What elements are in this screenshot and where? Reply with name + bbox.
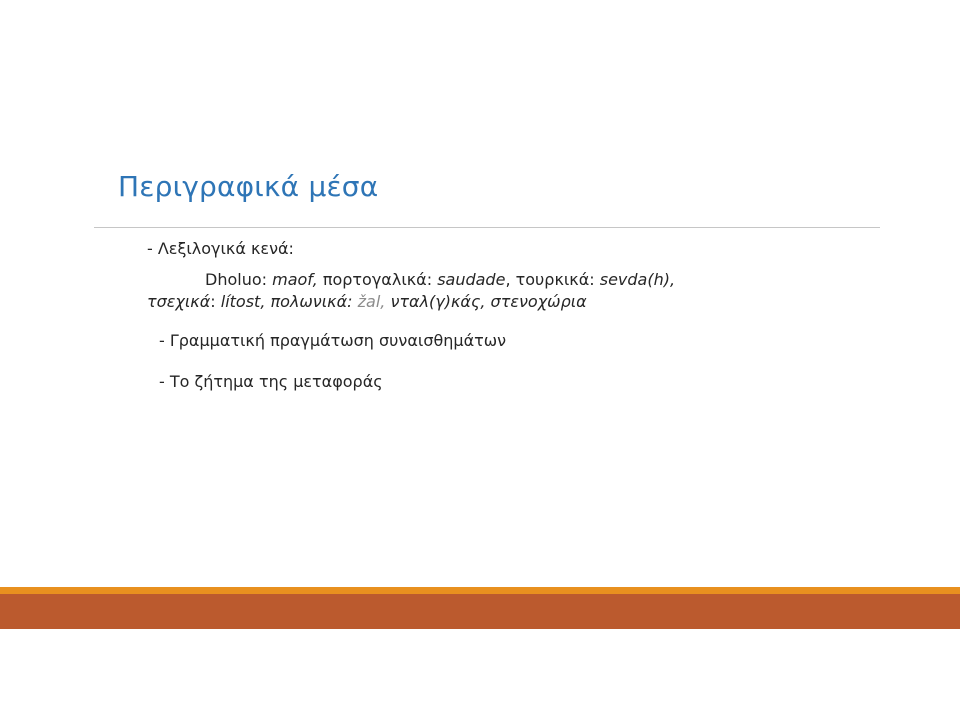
lexical-gaps-heading: - Λεξιλογικά κενά: [147, 239, 294, 258]
turkish-label: , τουρκικά: [505, 270, 595, 289]
portuguese-word: saudade [437, 270, 506, 289]
czech-label: τσεχικά [147, 292, 211, 311]
slide-title: Περιγραφικά μέσα [118, 170, 379, 203]
title-divider [94, 227, 880, 228]
turkish-word: sevda(h), [599, 270, 676, 289]
polish-word: žal, [357, 292, 386, 311]
lexical-gaps-examples-line-1 [205, 270, 675, 289]
polish-label: πολωνικά: [270, 292, 353, 311]
greek-word-1: νταλ(γ)κάς, [390, 292, 486, 311]
portuguese-label: πορτογαλικά: [322, 270, 433, 289]
czech-colon: : [210, 292, 216, 311]
lexical-gaps-examples-line-2 [147, 292, 587, 311]
grammatical-realization-bullet: - Γραμματική πραγμάτωση συναισθημάτων [159, 331, 507, 350]
footer-band [0, 594, 960, 629]
czech-word: lítost, [220, 292, 266, 311]
dholuo-label: Dholuo: [205, 270, 268, 289]
greek-word-2: στενοχώρια [490, 292, 587, 311]
dholuo-word: maof, [272, 270, 318, 289]
footer-band-accent [0, 587, 960, 594]
metaphor-bullet: - Το ζήτημα της μεταφοράς [159, 372, 383, 391]
